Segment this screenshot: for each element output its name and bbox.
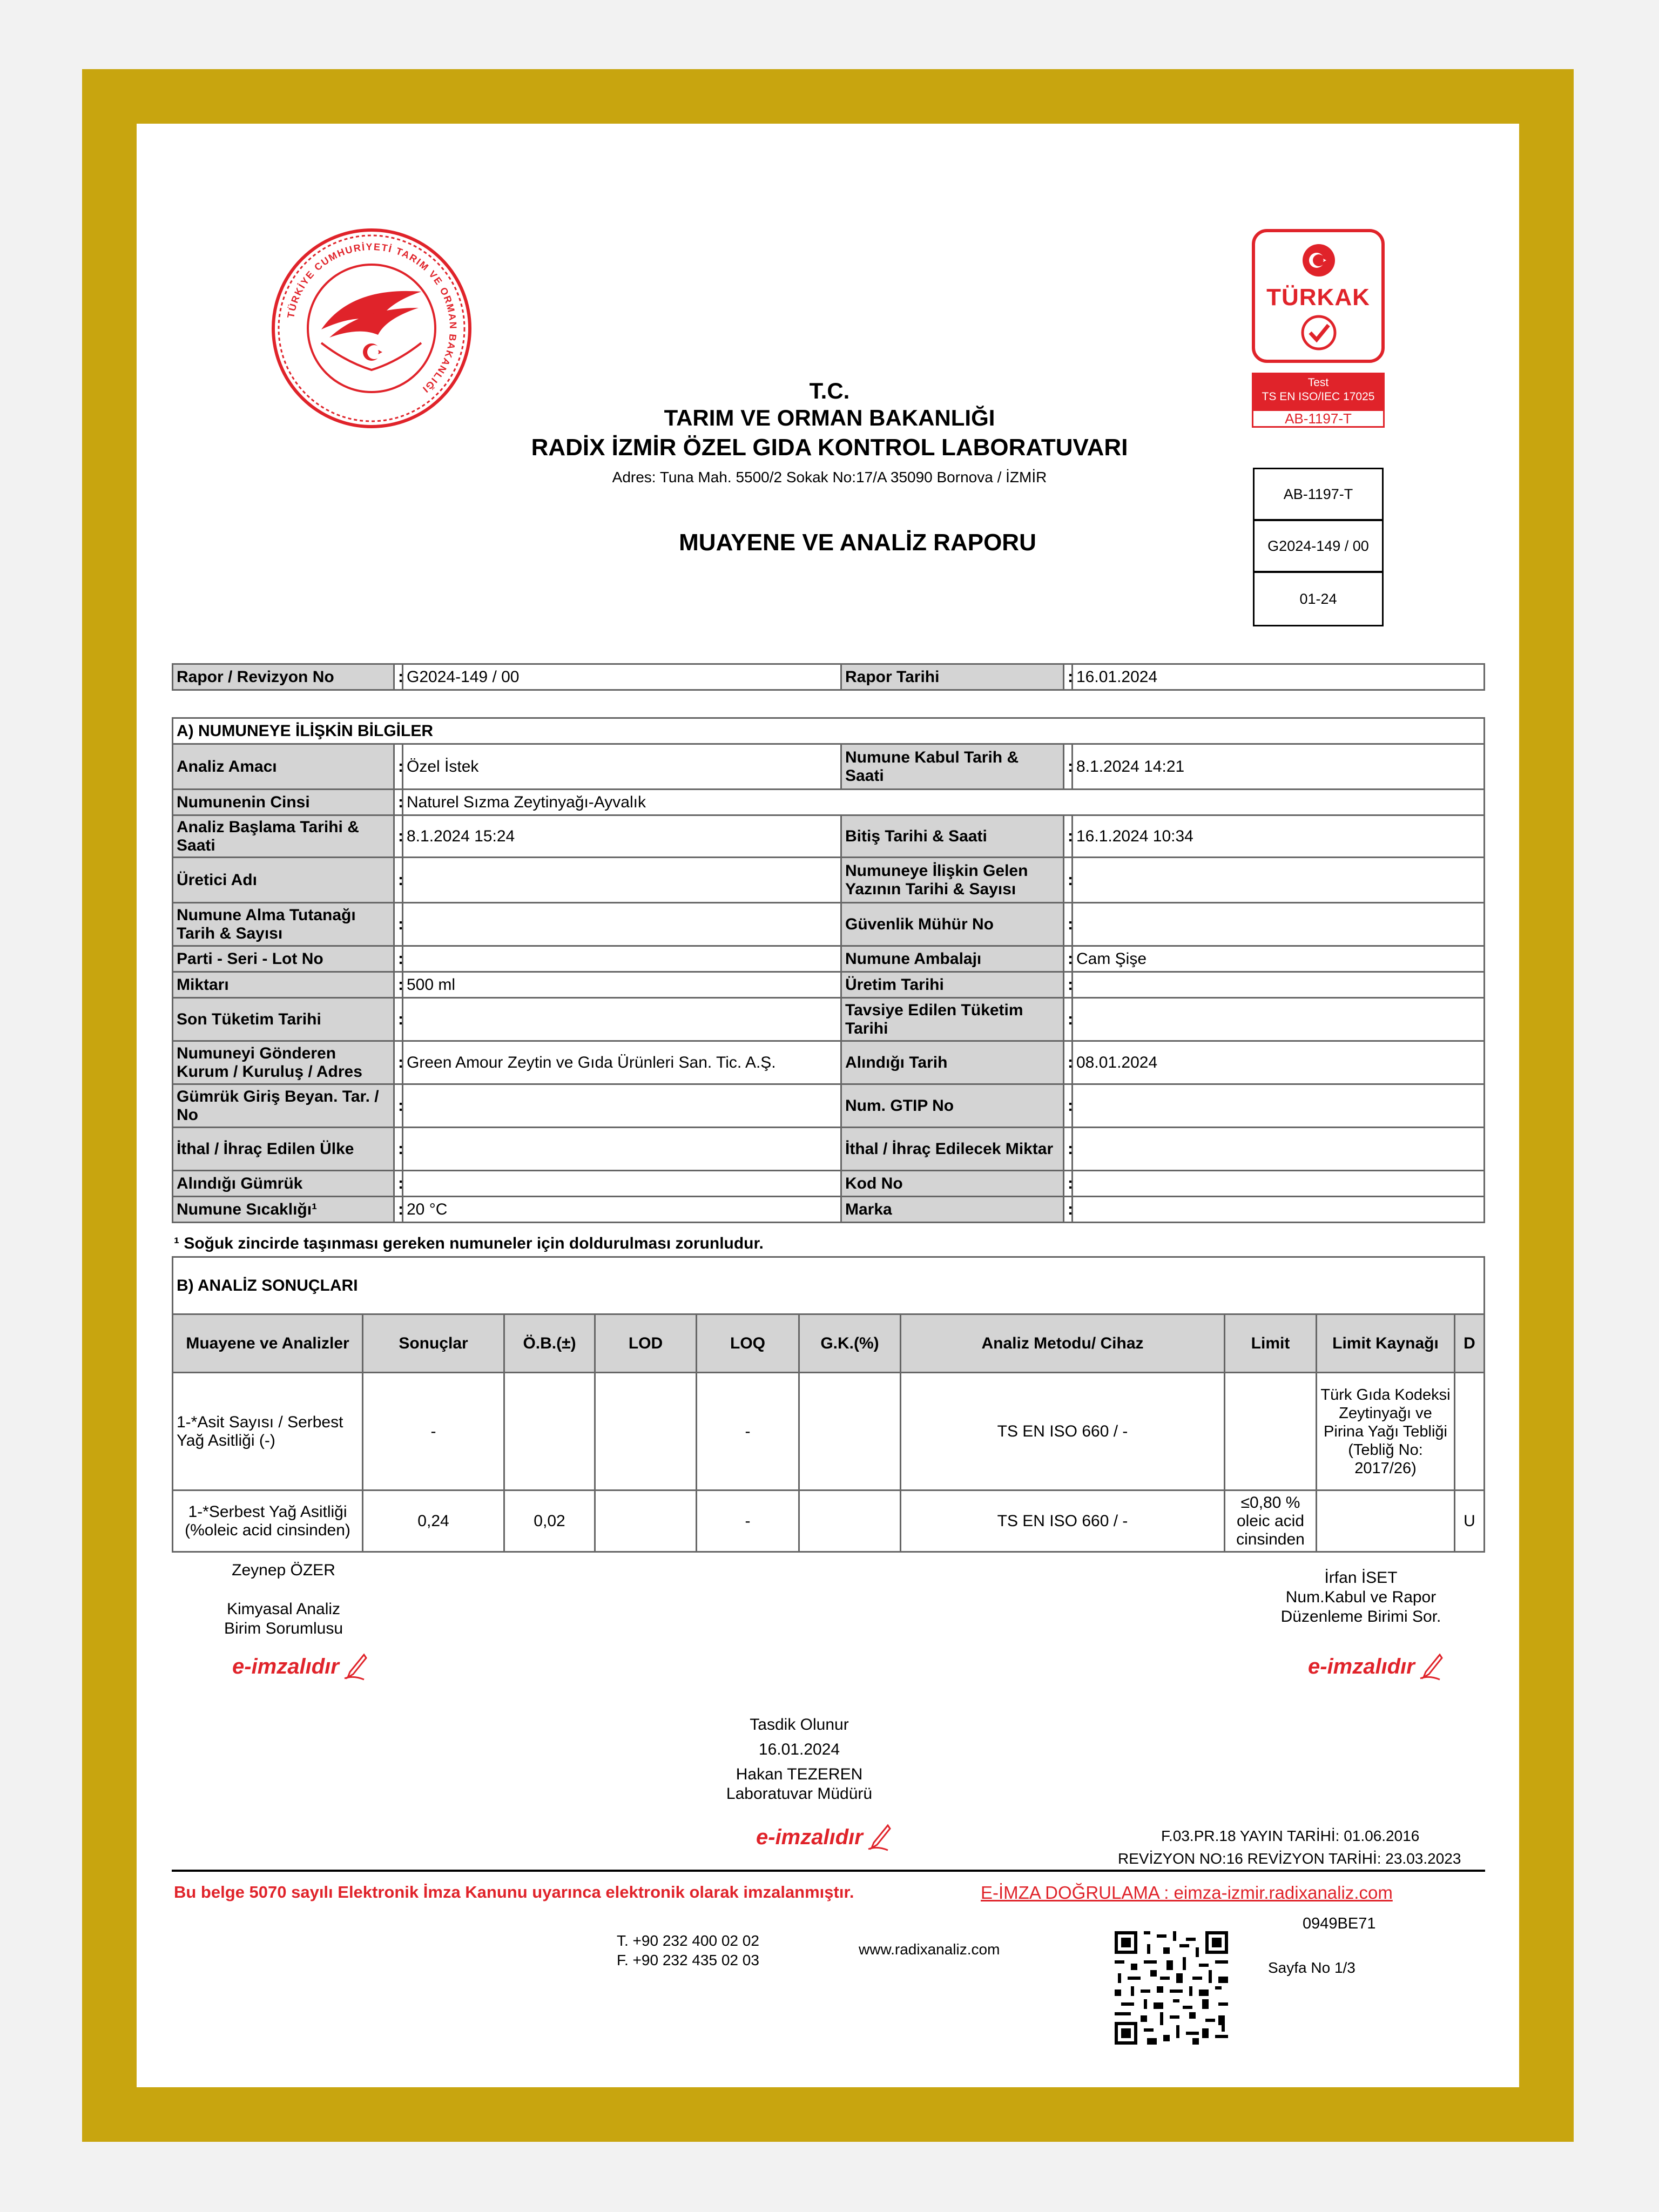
report-no-value: G2024-149 / 00 <box>403 664 841 690</box>
section-b-title: B) ANALİZ SONUÇLARI <box>173 1257 1485 1314</box>
approval-date: 16.01.2024 <box>758 1741 840 1758</box>
page-number: Sayfa No 1/3 <box>1268 1959 1355 1976</box>
pen-icon <box>866 1823 891 1851</box>
loq-cell: - <box>697 1491 799 1552</box>
decision-cell: U <box>1455 1491 1485 1552</box>
col-header-method: Analiz Metodu/ Cihaz <box>901 1314 1225 1373</box>
sample-temperature-label: Numune Sıcaklığı¹ <box>173 1197 394 1223</box>
left-e-signature <box>232 1653 367 1681</box>
right-e-signature <box>1308 1653 1443 1681</box>
method-cell: TS EN ISO 660 / - <box>901 1373 1225 1491</box>
recommended-date-label: Tavsiye Edilen Tüketim Tarihi <box>841 998 1064 1041</box>
report-date-value: 16.01.2024 <box>1073 664 1485 690</box>
col-header-uncertainty: Ö.B.(±) <box>504 1314 595 1373</box>
sender-label: Numuneyi Gönderen Kurum / Kuruluş / Adres <box>173 1041 394 1084</box>
right-signatory <box>1258 1568 1464 1627</box>
lod-cell <box>595 1491 697 1552</box>
result-cell: 0,24 <box>363 1491 504 1552</box>
col-header-limit-source: Limit Kaynağı <box>1317 1314 1455 1373</box>
right-signatory-title2: Düzenleme Birimi Sor. <box>1280 1608 1441 1626</box>
received-date-value: 08.01.2024 <box>1073 1041 1485 1084</box>
seal-ring-text: TÜRKİYE CUMHURİYETİ TARIM VE ORMAN BAKANLIĞI <box>285 241 459 396</box>
import-quantity-label: İthal / İhraç Edilecek Miktar <box>841 1128 1064 1171</box>
contact-phones <box>617 1931 759 1970</box>
e-signature-law-note: Bu belge 5070 sayılı Elektronik İmza Kanunu uyarınca elektronik olarak imzalanmıştır. <box>174 1883 854 1901</box>
sample-type-label: Numunenin Cinsi <box>173 790 394 815</box>
section-a-title: A) NUMUNEYE İLİŞKİN BİLGİLER <box>173 718 1485 744</box>
approval-text: Tasdik Olunur <box>750 1716 849 1734</box>
code-box-report-no: G2024-149 / 00 <box>1253 520 1384 572</box>
test-name-cell: 1-*Serbest Yağ Asitliği (%oleic acid cinsinden) <box>173 1491 363 1552</box>
document-code: 0949BE71 <box>1303 1915 1376 1932</box>
analysis-purpose-label: Analiz Amacı <box>173 744 394 790</box>
gtip-label: Num. GTIP No <box>841 1084 1064 1128</box>
header-ministry: TARIM VE ORMAN BAKANLIĞI <box>664 405 995 430</box>
right-signatory-title1: Num.Kabul ve Rapor <box>1285 1588 1437 1606</box>
import-country-label: İthal / İhraç Edilen Ülke <box>173 1128 394 1171</box>
col-header-lod: LOD <box>595 1314 697 1373</box>
code-no-value <box>1073 1171 1485 1197</box>
table-row <box>173 1373 1485 1491</box>
received-date-label: Alındığı Tarih <box>841 1041 1064 1084</box>
sample-temperature-value: 20 °C <box>403 1197 841 1223</box>
producer-label: Üretici Adı <box>173 858 394 903</box>
sampling-record-label: Numune Alma Tutanağı Tarih & Sayısı <box>173 903 394 946</box>
uncertainty-cell: 0,02 <box>504 1491 595 1552</box>
lot-no-label: Parti - Seri - Lot No <box>173 946 394 972</box>
packaging-label: Numune Ambalajı <box>841 946 1064 972</box>
sample-acceptance-label: Numune Kabul Tarih & Saati <box>841 744 1064 790</box>
code-box-accreditation: AB-1197-T <box>1253 468 1384 521</box>
temperature-footnote: ¹ Soğuk zincirde taşınması gereken numuneler için doldurulması zorunludur. <box>174 1235 764 1252</box>
limit-cell: ≤0,80 % oleic acid cinsinden <box>1225 1491 1317 1552</box>
report-info-table: Rapor / Revizyon No : G2024-149 / 00 Rapor Tarihi : 16.01.2024 <box>172 663 1485 691</box>
test-name-cell: 1-*Asit Sayısı / Serbest Yağ Asitliği (-) <box>173 1373 363 1491</box>
expiry-date-label: Son Tüketim Tarihi <box>173 998 394 1041</box>
center-e-signature <box>756 1823 891 1851</box>
limit-cell <box>1225 1373 1317 1491</box>
expiry-date-value <box>403 998 841 1041</box>
col-header-decision: D <box>1455 1314 1485 1373</box>
approval-block <box>691 1715 907 1804</box>
result-cell: - <box>363 1373 504 1491</box>
manager-name: Hakan TEZEREN <box>736 1765 863 1783</box>
analysis-results-table <box>172 1256 1485 1553</box>
report-title: MUAYENE VE ANALİZ RAPORU <box>679 529 1036 556</box>
website-link[interactable]: www.radixanaliz.com <box>859 1941 1000 1958</box>
lod-cell <box>595 1373 697 1491</box>
packaging-value: Cam Şişe <box>1073 946 1485 972</box>
e-signature-verify-link[interactable]: E-İMZA DOĞRULAMA : eimza-izmir.radixanaliz.com <box>981 1883 1393 1903</box>
import-quantity-value <box>1073 1128 1485 1171</box>
col-header-test: Muayene ve Analizler <box>173 1314 363 1373</box>
left-signatory-title2: Birim Sorumlusu <box>224 1620 343 1637</box>
import-country-value <box>403 1128 841 1171</box>
incoming-letter-value <box>1073 858 1485 903</box>
sender-value: Green Amour Zeytin ve Gıda Ürünleri San. Tic. A.Ş. <box>403 1041 841 1084</box>
analysis-start-label: Analiz Başlama Tarihi & Saati <box>173 815 394 858</box>
pen-icon <box>342 1653 367 1681</box>
header-address: Adres: Tuna Mah. 5500/2 Sokak No:17/A 35090 Bornova / İZMİR <box>612 469 1047 485</box>
incoming-letter-label: Numuneye İlişkin Gelen Yazının Tarihi & Sayısı <box>841 858 1064 903</box>
turkak-code: AB-1197-T <box>1252 409 1385 428</box>
customs-declaration-label: Gümrük Giriş Beyan. Tar. / No <box>173 1084 394 1128</box>
sampling-record-value <box>403 903 841 946</box>
recommended-date-value <box>1073 998 1485 1041</box>
right-e-signature-text: e-imzalıdır <box>1308 1654 1415 1678</box>
sample-type-value: Naturel Sızma Zeytinyağı-Ayvalık <box>403 790 1485 815</box>
table-row <box>173 1491 1485 1552</box>
report-no-label: Rapor / Revizyon No <box>173 664 394 690</box>
footer-divider <box>172 1870 1485 1872</box>
turkak-badge-line2: TS EN ISO/IEC 17025 <box>1262 390 1375 403</box>
confidence-cell <box>799 1491 901 1552</box>
turkak-badge-line1: Test <box>1307 376 1329 389</box>
pen-icon <box>1418 1653 1443 1681</box>
analysis-end-label: Bitiş Tarihi & Saati <box>841 815 1064 858</box>
limit-source-cell: Türk Gıda Kodeksi Zeytinyağı ve Pirina Yağı Tebliği (Tebliğ No: 2017/26) <box>1317 1373 1455 1491</box>
right-signatory-name: İrfan İSET <box>1324 1569 1398 1587</box>
analysis-end-value: 16.1.2024 10:34 <box>1073 815 1485 858</box>
security-seal-label: Güvenlik Mühür No <box>841 903 1064 946</box>
security-seal-value <box>1073 903 1485 946</box>
analysis-purpose-value: Özel İstek <box>403 744 841 790</box>
lot-no-value <box>403 946 841 972</box>
analysis-start-value: 8.1.2024 15:24 <box>403 815 841 858</box>
sample-info-table: A) NUMUNEYE İLİŞKİN BİLGİLER Analiz Amacı : Özel İstek Numune Kabul Tarih & Saati : 8.1.2024 14:21 Numunenin Cinsi : Naturel Sızma Zeytinyağı-Ayvalık Analiz Başlama Tarihi & Saati : 8.1.2024 15:24 Bitiş Tarihi & Saati : 16.1.2024 10:34 Üretici Adı : Numuneye İlişkin Gelen Yazının Tarihi & Sayısı : Numune Alma Tutanağı Tarih & Sayısı : Güvenlik Mühür No : Parti - Seri - Lot No : Numune Ambalajı : Cam Şişe Miktarı : 500 ml Üretim Tarihi : Son Tüketim Tarihi : Tavsiye Edilen Tüketim Tarihi : Numuneyi Gönderen Kurum / Kuruluş / Adres : Green Amour Zeytin ve Gıda Ürünleri San. Tic. A.Ş. Alındığı Tarih : 08.01.2024 Gümrük Giriş Beyan. Tar. / No : Num. GTIP No : İthal / İhraç Edilen Ülke : İthal / İhraç Edilecek Miktar : Alındığı Gümrük : Kod No : Numune Sıcaklığı¹ : 20 °C Marka : <box>172 717 1485 1223</box>
header-lab-name: RADİX İZMİR ÖZEL GIDA KONTROL LABORATUVARI <box>531 434 1128 461</box>
sample-acceptance-value: 8.1.2024 14:21 <box>1073 744 1485 790</box>
loq-cell: - <box>697 1373 799 1491</box>
left-signatory-title1: Kimyasal Analiz <box>226 1600 341 1618</box>
col-header-result: Sonuçlar <box>363 1314 504 1373</box>
customs-declaration-value <box>403 1084 841 1128</box>
col-header-limit: Limit <box>1225 1314 1317 1373</box>
customs-office-value <box>403 1171 841 1197</box>
checkmark-icon <box>1300 314 1337 351</box>
header-tc: T.C. <box>809 378 850 403</box>
left-e-signature-text: e-imzalıdır <box>232 1654 339 1678</box>
quantity-value: 500 ml <box>403 972 841 998</box>
col-header-confidence: G.K.(%) <box>799 1314 901 1373</box>
uncertainty-cell <box>504 1373 595 1491</box>
production-date-value <box>1073 972 1485 998</box>
qr-code[interactable] <box>1111 1928 1231 2048</box>
brand-value <box>1073 1197 1485 1223</box>
brand-label: Marka <box>841 1197 1064 1223</box>
form-publish-info: F.03.PR.18 YAYIN TARİHİ: 01.06.2016 <box>1161 1827 1420 1844</box>
fax-number: F. +90 232 435 02 03 <box>617 1952 759 1968</box>
col-header-loq: LOQ <box>697 1314 799 1373</box>
confidence-cell <box>799 1373 901 1491</box>
decision-cell <box>1455 1373 1485 1491</box>
limit-source-cell <box>1317 1491 1455 1552</box>
left-signatory <box>189 1561 378 1638</box>
gtip-value <box>1073 1084 1485 1128</box>
turkak-wordmark: TÜRKAK <box>1266 284 1370 311</box>
manager-title: Laboratuvar Müdürü <box>726 1785 873 1803</box>
report-date-label: Rapor Tarihi <box>841 664 1064 690</box>
crescent-star-icon <box>1301 243 1336 278</box>
center-e-signature-text: e-imzalıdır <box>756 1825 863 1849</box>
phone-number: T. +90 232 400 02 02 <box>617 1932 759 1949</box>
quantity-label: Miktarı <box>173 972 394 998</box>
customs-office-label: Alındığı Gümrük <box>173 1171 394 1197</box>
form-revision-info: REVİZYON NO:16 REVİZYON TARİHİ: 23.03.2023 <box>1118 1850 1461 1867</box>
code-box-period: 01-24 <box>1253 571 1384 626</box>
turkak-logo <box>1252 229 1385 363</box>
producer-value <box>403 858 841 903</box>
left-signatory-name: Zeynep ÖZER <box>232 1561 335 1579</box>
method-cell: TS EN ISO 660 / - <box>901 1491 1225 1552</box>
production-date-label: Üretim Tarihi <box>841 972 1064 998</box>
code-no-label: Kod No <box>841 1171 1064 1197</box>
